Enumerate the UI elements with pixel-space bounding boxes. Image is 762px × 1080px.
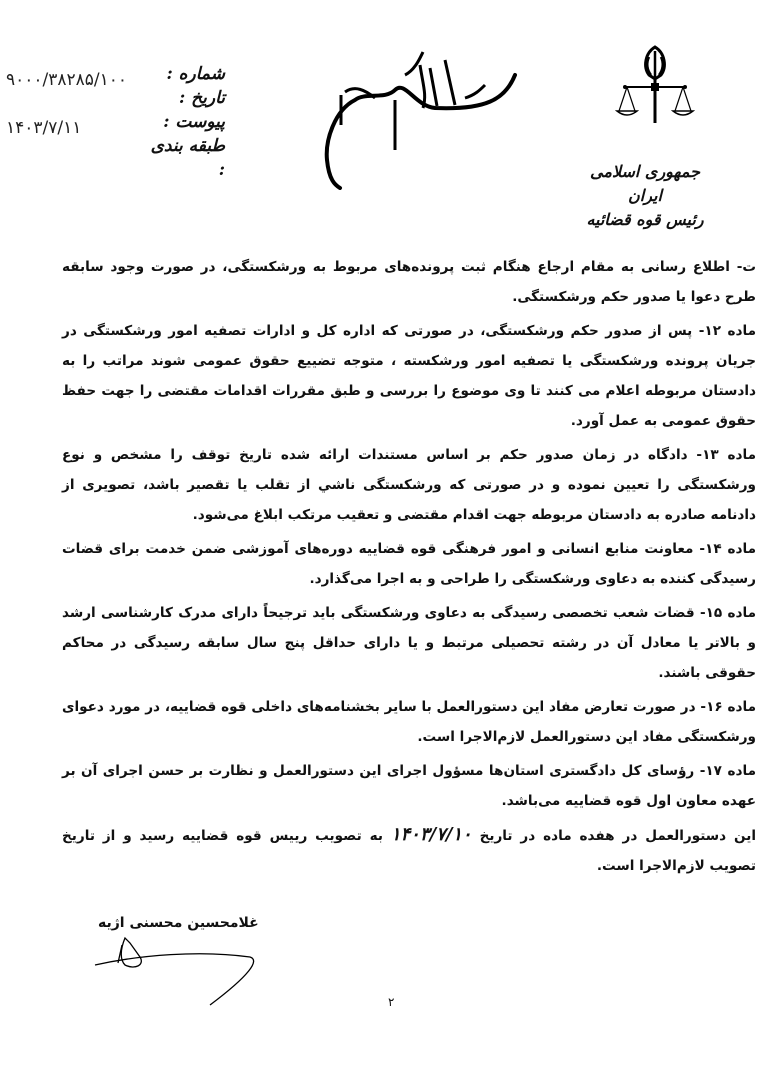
attachment-label: پیوست :	[163, 112, 225, 132]
bismillah-calligraphy	[305, 40, 535, 190]
emblem-line-2: رئیس قوه قضائیه	[586, 210, 704, 229]
closing-text-before: این دستورالعمل در هفده ماده در تاریخ	[479, 828, 757, 844]
article-label: ماده ۱۴-	[699, 541, 757, 557]
page-number: ۲	[388, 995, 395, 1009]
paragraph-text: دادگاه در زمان صدور حکم بر اساس مستندات ارائه شده تاریخ توقف را مشخص و نوع ورشکستگی را تعیین نموده و در صورتی که ورشکستگی ناشي از تقلب یا تقصیر باشد، تصویری از دادنامه صادره به دادستان مربوطه جهت اقدام مقتضی و تعقیب مرتکب ابلاغ می‌شود.	[62, 447, 756, 523]
paragraph-text: پس از صدور حکم ورشکستگی، در صورتی که اداره کل و ادارات تصفیه امور ورشکستگی در جریان پرونده ورشکستگی یا تصفیه امور ورشکسته ، متوجه تضییع حقوق عمومی شوند مراتب را به دادستان مربوطه اعلام می کنند تا وی موضوع را بررسی و طبق مقررات اقدامات مقتضی را جهت حفظ حقوق عمومی به عمل آورد.	[62, 323, 756, 429]
date-value: ۱۴۰۳/۷/۱۱	[6, 118, 82, 138]
document-body	[62, 252, 756, 885]
article-label: ماده ۱۲-	[698, 323, 756, 339]
paragraph-text: قضات شعب تخصصی رسیدگی به دعاوی ورشکستگی باید ترجیحاً دارای مدرک کارشناسی ارشد و بالاتر یا معادل آن در رشته تحصیلی مرتبط و یا دارای حداقل پنج سال سابقه رسیدگی در محاکم حقوقی باشند.	[62, 605, 756, 681]
approval-date: ۱۴۰۳/۷/۱۰	[390, 824, 472, 845]
paragraph-text: رؤسای کل دادگستری استان‌ها مسؤول اجرای این دستورالعمل و نظارت بر حسن اجرای آن بر عهده معاون اول قوه قضاییه می‌باشد.	[62, 763, 756, 809]
closing-paragraph	[62, 820, 756, 881]
article-16	[62, 692, 756, 752]
date-label: تاریخ :	[178, 88, 225, 108]
paragraph-text: در صورت تعارض مفاد این دستورالعمل با سایر بخشنامه‌های داخلی قوه قضاییه، در مورد دعوای ورشکستگی مفاد این دستورالعمل لازم‌الاجرا است.	[62, 699, 756, 745]
number-value: ۹۰۰۰/۳۸۲۸۵/۱۰۰	[6, 70, 128, 90]
signer-name: غلامحسین محسنی اژیه	[98, 915, 259, 931]
article-13	[62, 440, 756, 530]
emblem-line-1: جمهوری اسلامی ایران	[590, 162, 700, 205]
article-12	[62, 316, 756, 436]
judiciary-emblem-icon	[615, 45, 695, 135]
document-meta-values	[6, 70, 127, 166]
number-label: شماره :	[166, 64, 225, 84]
article-17	[62, 756, 756, 816]
article-label: ماده ۱۷-	[699, 763, 756, 779]
paragraph	[62, 252, 756, 312]
classification-label: طبقه بندی :	[150, 136, 225, 180]
closing-text-after: به تصویب رییس قوه قضاییه رسید و از تاریخ تصویب لازم‌الاجرا است.	[62, 828, 756, 874]
article-label: ماده ۱۵-	[699, 605, 756, 621]
article-label: ماده ۱۳-	[696, 447, 756, 463]
handwritten-signature	[90, 935, 260, 1010]
article-14	[62, 534, 756, 594]
article-label: ماده ۱۶-	[700, 699, 756, 715]
paragraph-text: ت- اطلاع رسانی به مقام ارجاع هنگام ثبت پرونده‌های مربوط به ورشکستگی، در صورت وجود سابقه طرح دعوا یا صدور حکم ورشکستگی.	[62, 259, 756, 305]
emblem-caption	[580, 160, 710, 232]
paragraph-text: معاونت منابع انسانی و امور فرهنگی قوه قضاییه دوره‌های آموزشی ضمن خدمت برای قضات رسیدگی کننده به دعاوی ورشکستگی را طراحی و به اجرا می‌گذارد.	[62, 541, 756, 587]
document-meta-labels	[150, 62, 225, 180]
article-15	[62, 598, 756, 688]
